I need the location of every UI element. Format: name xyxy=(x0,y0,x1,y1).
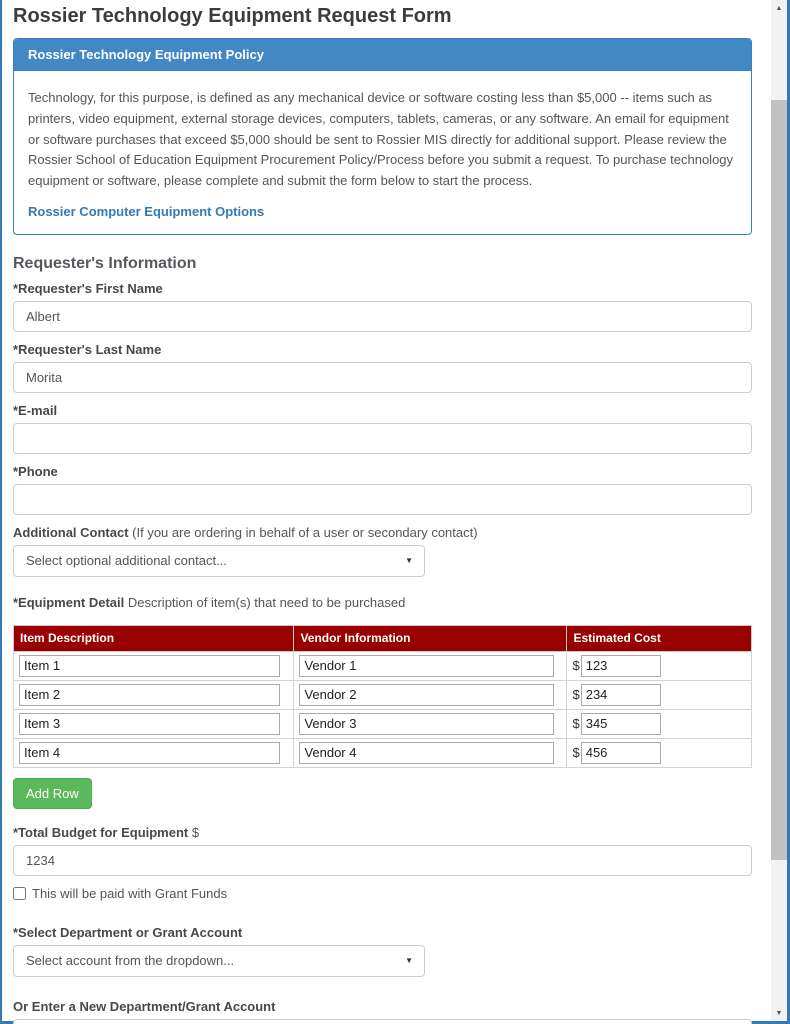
email-label: *E-mail xyxy=(13,402,58,418)
policy-panel xyxy=(13,38,752,235)
chevron-down-icon: ▼ xyxy=(405,555,413,565)
total-budget-input[interactable] xyxy=(13,845,752,876)
total-budget-label xyxy=(13,825,752,840)
last-name-input[interactable] xyxy=(13,362,752,393)
first-name-label: *Requester's First Name xyxy=(13,280,163,296)
page-title: Rossier Technology Equipment Request Form xyxy=(13,5,452,27)
estimated-cost-input-4[interactable] xyxy=(581,742,661,764)
equipment-options-link[interactable]: Rossier Computer Equipment Options xyxy=(28,203,265,219)
email-input[interactable] xyxy=(13,423,752,454)
item-description-input-1[interactable] xyxy=(19,655,280,677)
new-account-input[interactable] xyxy=(13,1019,752,1024)
total-budget-currency: $ xyxy=(191,824,200,840)
equipment-table-header-row xyxy=(14,625,752,651)
vendor-information-input-2[interactable] xyxy=(299,684,553,706)
first-name-input[interactable] xyxy=(13,301,752,332)
header-vendor-information: Vendor Information xyxy=(294,625,567,651)
first-name-group xyxy=(13,281,752,332)
phone-label: *Phone xyxy=(13,463,58,479)
table-row xyxy=(14,651,752,680)
currency-symbol: $ xyxy=(572,745,580,761)
last-name-label: *Requester's Last Name xyxy=(13,341,162,357)
estimated-cost-input-2[interactable] xyxy=(581,684,661,706)
equipment-detail-label-bold: *Equipment Detail xyxy=(13,594,125,610)
total-budget-label-bold: *Total Budget for Equipment xyxy=(13,824,189,840)
policy-panel-body xyxy=(14,71,751,234)
additional-contact-label xyxy=(13,525,752,540)
last-name-group xyxy=(13,342,752,393)
additional-contact-group xyxy=(13,525,752,577)
equipment-detail-label-rest: Description of item(s) that need to be purchased xyxy=(124,594,406,610)
vendor-information-input-1[interactable] xyxy=(299,655,553,677)
estimated-cost-input-1[interactable] xyxy=(581,655,661,677)
scroll-up-arrow-icon[interactable]: ▲ xyxy=(771,0,787,16)
total-budget-group xyxy=(13,825,752,876)
department-select-label: *Select Department or Grant Account xyxy=(13,924,243,940)
grant-funds-label: This will be paid with Grant Funds xyxy=(32,885,228,901)
form-content xyxy=(13,0,752,1024)
phone-group xyxy=(13,464,752,515)
grant-funds-checkbox[interactable] xyxy=(13,887,26,900)
currency-symbol: $ xyxy=(572,716,580,732)
currency-symbol: $ xyxy=(572,687,580,703)
table-row xyxy=(14,738,752,767)
item-description-input-2[interactable] xyxy=(19,684,280,706)
email-group xyxy=(13,403,752,454)
department-select-group xyxy=(13,925,752,977)
vendor-information-input-3[interactable] xyxy=(299,713,553,735)
equipment-table xyxy=(13,625,752,768)
item-description-input-3[interactable] xyxy=(19,713,280,735)
vendor-information-input-4[interactable] xyxy=(299,742,553,764)
vertical-scrollbar[interactable] xyxy=(771,0,787,1021)
header-item-description: Item Description xyxy=(14,625,294,651)
add-row-button[interactable]: Add Row xyxy=(13,778,92,809)
additional-contact-select[interactable] xyxy=(13,545,425,577)
scroll-down-arrow-icon[interactable]: ▼ xyxy=(771,1005,787,1021)
chevron-down-icon: ▼ xyxy=(405,955,413,965)
additional-contact-selected-value: Select optional additional contact... xyxy=(26,553,227,569)
currency-symbol: $ xyxy=(572,658,580,674)
estimated-cost-input-3[interactable] xyxy=(581,713,661,735)
table-row xyxy=(14,709,752,738)
policy-panel-header: Rossier Technology Equipment Policy xyxy=(14,39,751,71)
department-account-selected-value: Select account from the dropdown... xyxy=(26,953,235,969)
header-estimated-cost: Estimated Cost xyxy=(567,625,752,651)
policy-text: Technology, for this purpose, is defined as any mechanical device or software costing less than $5,000 -- items such as printers, video equipment, external storage devices, computers, tablets, cameras, or any software. An email for equipment or software purchases that exceed $5,000 should be sent to Rossier MIS directly for additional support. Please review the Rossier School of Education Equipment Procurement Policy/Process before you submit a request. To purchase technology equipment or software, please complete and submit the form below to start the process. xyxy=(28,90,734,189)
department-account-select[interactable] xyxy=(13,945,425,977)
additional-contact-label-rest: (If you are ordering in behalf of a user or secondary contact) xyxy=(128,524,478,540)
table-row xyxy=(14,680,752,709)
equipment-detail-label xyxy=(13,595,752,610)
additional-contact-label-bold: Additional Contact xyxy=(13,524,129,540)
requester-section-title: Requester's Information xyxy=(13,254,197,272)
grant-funds-row xyxy=(13,886,752,901)
phone-input[interactable] xyxy=(13,484,752,515)
item-description-input-4[interactable] xyxy=(19,742,280,764)
scrollbar-thumb[interactable] xyxy=(771,100,787,860)
new-account-label: Or Enter a New Department/Grant Account xyxy=(13,998,276,1014)
new-account-group xyxy=(13,999,752,1024)
